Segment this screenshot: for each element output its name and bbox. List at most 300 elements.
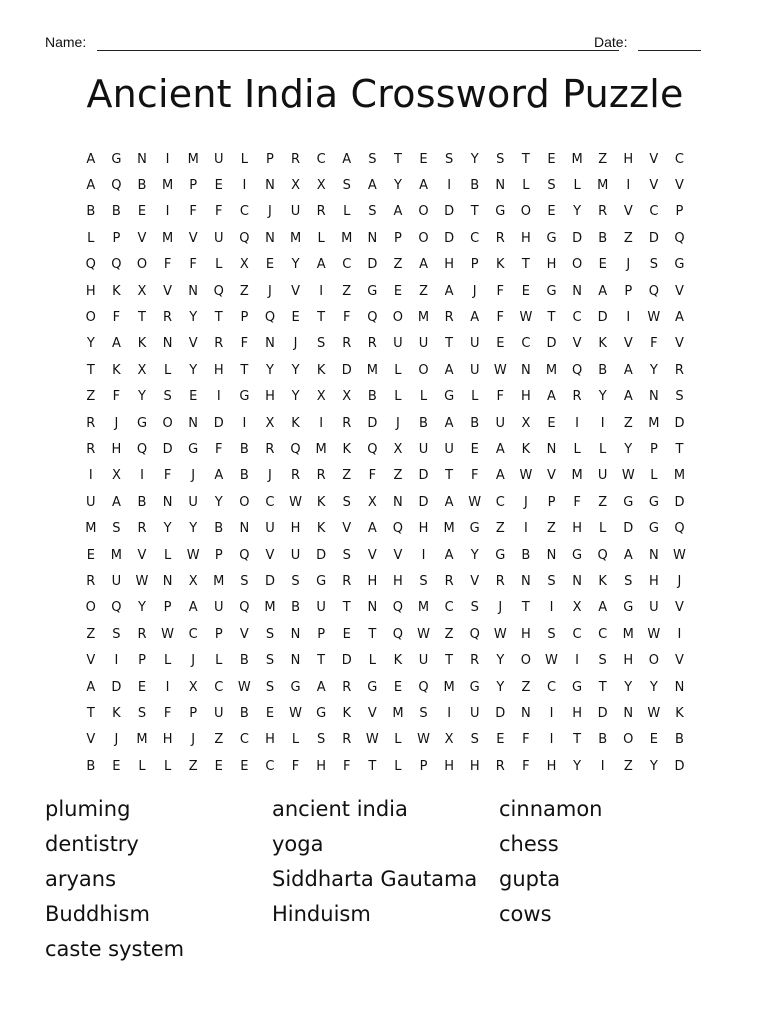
grid-letter: O <box>239 494 250 510</box>
grid-letter: J <box>268 204 272 220</box>
grid-letter: S <box>342 547 351 563</box>
grid-letter: I <box>242 415 247 431</box>
grid-letter: W <box>365 732 379 748</box>
grid-row <box>78 542 693 568</box>
grid-letter: R <box>316 204 326 220</box>
grid-letter: H <box>265 732 275 748</box>
grid-letter: S <box>112 521 121 537</box>
grid-letter: M <box>110 547 122 563</box>
grid-letter: M <box>264 600 276 616</box>
grid-letter: Z <box>623 230 633 246</box>
grid-letter: S <box>470 600 479 616</box>
grid-letter: Q <box>367 310 378 326</box>
grid-letter: D <box>418 468 429 484</box>
grid-letter: E <box>496 732 505 748</box>
grid-letter: X <box>265 415 275 431</box>
grid-letter: P <box>112 230 121 246</box>
grid-letter: O <box>136 257 148 273</box>
grid-letter: V <box>623 204 633 220</box>
grid-letter: I <box>677 626 682 642</box>
grid-letter: J <box>677 573 682 589</box>
grid-letter: D <box>111 679 122 695</box>
grid-letter: W <box>545 653 558 669</box>
grid-letter: R <box>137 626 147 642</box>
grid-letter: W <box>237 679 251 695</box>
grid-letter: N <box>265 230 275 246</box>
grid-letter: Q <box>418 679 429 695</box>
grid-letter: S <box>419 573 428 589</box>
grid-letter: U <box>290 547 301 563</box>
grid-letter: P <box>649 441 658 457</box>
grid-letter: R <box>291 151 301 167</box>
grid-letter: B <box>214 521 224 537</box>
grid-letter: R <box>444 310 454 326</box>
grid-row <box>78 674 693 700</box>
grid-letter: C <box>188 626 198 642</box>
grid-letter: S <box>649 257 658 273</box>
grid-letter: E <box>470 441 479 457</box>
grid-letter: U <box>418 336 429 352</box>
grid-letter: B <box>367 389 377 405</box>
grid-letter: T <box>521 600 530 616</box>
grid-letter: S <box>368 151 377 167</box>
grid-letter: V <box>470 573 480 589</box>
grid-letter: A <box>623 389 633 405</box>
grid-letter: B <box>137 494 147 510</box>
grid-letter: C <box>342 257 352 273</box>
grid-letter: V <box>188 336 198 352</box>
grid-letter: U <box>214 230 224 246</box>
grid-letter: F <box>522 732 530 748</box>
grid-letter: U <box>495 415 506 431</box>
grid-letter: G <box>469 679 480 695</box>
grid-letter: M <box>545 362 558 378</box>
grid-letter: G <box>367 283 378 299</box>
grid-letter: Q <box>392 626 404 642</box>
grid-letter: T <box>393 151 402 167</box>
grid-letter: W <box>493 626 507 642</box>
grid-letter: I <box>242 178 247 194</box>
grid-letter: A <box>598 600 608 616</box>
grid-letter: J <box>396 415 400 431</box>
grid-letter: L <box>522 178 530 194</box>
grid-letter: B <box>598 362 608 378</box>
grid-letter: H <box>546 257 557 273</box>
grid-letter: P <box>240 310 249 326</box>
grid-letter: F <box>291 758 300 774</box>
grid-letter: U <box>290 204 301 220</box>
grid-letter: P <box>163 600 172 616</box>
grid-letter: P <box>317 626 326 642</box>
grid-letter: E <box>86 547 95 563</box>
grid-letter: B <box>137 178 147 194</box>
grid-letter: L <box>573 178 581 194</box>
grid-letter: D <box>674 494 685 510</box>
grid-letter: G <box>648 494 659 510</box>
grid-letter: Y <box>163 521 172 537</box>
grid-letter: S <box>547 626 556 642</box>
grid-letter: R <box>342 679 352 695</box>
grid-letter: S <box>137 705 147 721</box>
grid-letter: L <box>291 732 300 748</box>
grid-letter: V <box>291 283 300 299</box>
grid-letter: Q <box>290 441 301 457</box>
grid-letter: T <box>368 758 377 774</box>
grid-letter: O <box>648 653 659 669</box>
grid-letter: Y <box>573 204 582 220</box>
word-list-item: Siddharta Gautama <box>272 867 478 891</box>
grid-letter: N <box>674 679 685 695</box>
grid-letter: B <box>291 600 300 616</box>
grid-letter: W <box>186 547 200 563</box>
grid-letter: N <box>367 230 378 246</box>
grid-letter: U <box>597 468 608 484</box>
grid-letter: M <box>161 230 174 246</box>
grid-letter: M <box>443 679 455 695</box>
grid-letter: R <box>163 310 173 326</box>
grid-letter: L <box>163 547 172 563</box>
grid-letter: Q <box>239 230 250 246</box>
grid-letter: Z <box>623 758 633 774</box>
grid-letter: L <box>599 441 607 457</box>
grid-letter: U <box>214 600 224 616</box>
grid-letter: M <box>571 468 583 484</box>
grid-letter: Y <box>649 758 658 774</box>
grid-letter: S <box>419 705 428 721</box>
name-field[interactable] <box>97 50 619 51</box>
grid-letter: W <box>289 705 302 721</box>
grid-letter: F <box>240 336 249 352</box>
grid-letter: V <box>367 705 377 721</box>
grid-letter: F <box>189 257 197 273</box>
grid-letter: S <box>675 389 684 405</box>
grid-letter: S <box>342 494 351 510</box>
grid-letter: H <box>444 257 454 273</box>
grid-letter: M <box>673 468 686 484</box>
grid-letter: D <box>444 230 455 246</box>
grid-row <box>78 357 693 383</box>
grid-letter: J <box>293 336 298 352</box>
grid-letter: L <box>138 758 146 774</box>
grid-letter: A <box>111 494 121 510</box>
grid-letter: C <box>214 679 224 695</box>
grid-letter: H <box>213 362 224 378</box>
grid-letter: U <box>214 151 224 167</box>
grid-letter: Z <box>495 521 505 537</box>
grid-letter: L <box>394 758 402 774</box>
grid-letter: R <box>86 573 96 589</box>
grid-letter: U <box>469 336 480 352</box>
grid-letter: V <box>265 547 275 563</box>
grid-letter: W <box>135 573 149 589</box>
grid-letter: U <box>111 573 122 589</box>
grid-letter: A <box>188 600 198 616</box>
grid-letter: V <box>163 283 173 299</box>
grid-letter: A <box>86 679 96 695</box>
grid-letter: A <box>419 257 428 273</box>
grid-letter: W <box>621 468 635 484</box>
grid-letter: A <box>623 362 633 378</box>
grid-letter: A <box>547 389 556 405</box>
grid-letter: V <box>649 151 659 167</box>
grid-letter: E <box>291 310 300 326</box>
grid-letter: L <box>215 653 223 669</box>
grid-letter: X <box>188 679 198 695</box>
grid-letter: I <box>575 653 579 669</box>
grid-letter: D <box>674 415 685 431</box>
word-list-column-3 <box>499 792 602 932</box>
grid-letter: V <box>547 468 556 484</box>
grid-letter: H <box>418 521 429 537</box>
grid-letter: C <box>546 679 557 695</box>
grid-letter: A <box>367 178 377 194</box>
grid-letter: P <box>189 178 198 194</box>
grid-letter: X <box>137 283 147 299</box>
grid-letter: X <box>367 494 377 510</box>
grid-letter: Y <box>265 362 274 378</box>
grid-letter: N <box>521 362 531 378</box>
grid-letter: G <box>316 573 327 589</box>
grid-letter: P <box>394 230 402 246</box>
word-list-item: ancient india <box>272 797 408 821</box>
grid-letter: S <box>342 178 351 194</box>
grid-letter: E <box>547 415 556 431</box>
grid-letter: G <box>495 547 506 563</box>
grid-letter: O <box>418 230 429 246</box>
grid-letter: U <box>418 441 429 457</box>
grid-letter: Q <box>111 257 122 273</box>
grid-letter: S <box>163 389 172 405</box>
grid-letter: I <box>575 415 579 431</box>
grid-letter: A <box>316 679 326 695</box>
grid-letter: L <box>599 521 607 537</box>
grid-letter: A <box>444 283 454 299</box>
grid-letter: Y <box>496 653 505 669</box>
grid-letter: D <box>572 230 583 246</box>
grid-row <box>78 199 693 225</box>
grid-letter: K <box>342 705 351 721</box>
grid-letter: U <box>214 705 224 721</box>
grid-letter: F <box>342 310 351 326</box>
grid-letter: X <box>444 732 454 748</box>
grid-letter: S <box>470 732 479 748</box>
grid-letter: Z <box>393 257 403 273</box>
word-list-column-1 <box>45 792 184 967</box>
word-list-item: aryans <box>45 867 117 891</box>
grid-letter: H <box>469 758 480 774</box>
grid-letter: D <box>341 653 352 669</box>
grid-letter: G <box>623 494 634 510</box>
grid-letter: N <box>572 283 582 299</box>
grid-letter: Y <box>138 389 146 405</box>
grid-letter: V <box>623 336 633 352</box>
grid-letter: A <box>444 415 454 431</box>
grid-letter: S <box>112 626 121 642</box>
grid-row <box>78 489 693 515</box>
grid-letter: N <box>290 653 301 669</box>
grid-letter: F <box>368 468 377 484</box>
grid-letter: D <box>341 362 352 378</box>
grid-letter: U <box>265 521 275 537</box>
grid-letter: N <box>290 626 301 642</box>
grid-letter: V <box>367 547 377 563</box>
grid-letter: N <box>162 494 173 510</box>
word-list-item: gupta <box>499 867 561 891</box>
grid-letter: X <box>521 415 531 431</box>
grid-letter: H <box>623 151 634 167</box>
grid-row <box>78 753 693 779</box>
grid-letter: G <box>136 415 148 431</box>
grid-letter: J <box>472 283 477 299</box>
grid-letter: V <box>675 600 684 616</box>
grid-letter: C <box>495 494 505 510</box>
grid-letter: S <box>317 732 326 748</box>
grid-letter: O <box>392 310 404 326</box>
grid-letter: G <box>572 679 583 695</box>
grid-letter: F <box>163 705 172 721</box>
grid-letter: R <box>495 230 505 246</box>
grid-letter: Z <box>419 283 428 299</box>
grid-letter: W <box>417 626 430 642</box>
grid-letter: Y <box>393 178 402 194</box>
grid-letter: F <box>496 283 505 299</box>
grid-letter: L <box>87 230 95 246</box>
grid-letter: U <box>393 336 403 352</box>
grid-letter: X <box>342 389 352 405</box>
grid-letter: A <box>675 310 684 326</box>
grid-letter: A <box>444 494 454 510</box>
grid-letter: I <box>447 705 452 721</box>
grid-letter: G <box>239 389 250 405</box>
grid-letter: A <box>111 336 121 352</box>
grid-letter: Z <box>623 415 633 431</box>
grid-letter: Q <box>239 600 250 616</box>
grid-letter: T <box>445 468 454 484</box>
grid-letter: E <box>393 283 403 299</box>
grid-letter: S <box>547 573 556 589</box>
grid-letter: D <box>418 494 429 510</box>
grid-row <box>78 515 693 541</box>
grid-letter: A <box>444 362 454 378</box>
grid-letter: Z <box>188 758 198 774</box>
grid-letter: O <box>85 310 96 326</box>
date-field[interactable] <box>638 50 701 51</box>
grid-letter: Q <box>367 441 378 457</box>
grid-letter: T <box>317 653 326 669</box>
grid-letter: M <box>597 178 609 194</box>
grid-letter: F <box>112 310 121 326</box>
grid-letter: J <box>268 283 272 299</box>
grid-letter: O <box>520 204 531 220</box>
grid-letter: O <box>418 362 429 378</box>
grid-letter: F <box>163 468 172 484</box>
grid-letter: H <box>572 705 582 721</box>
grid-letter: E <box>393 679 403 695</box>
grid-letter: J <box>626 257 631 273</box>
grid-row <box>78 172 693 198</box>
grid-letter: A <box>419 178 428 194</box>
grid-letter: P <box>470 257 479 273</box>
grid-letter: M <box>648 415 660 431</box>
grid-letter: D <box>367 415 378 431</box>
grid-letter: Y <box>138 600 146 616</box>
grid-row <box>78 621 693 647</box>
word-list-item: pluming <box>45 797 131 821</box>
grid-letter: Z <box>444 626 454 642</box>
grid-letter: X <box>239 257 249 273</box>
grid-letter: I <box>549 600 554 616</box>
grid-letter: Y <box>624 441 633 457</box>
grid-letter: S <box>291 573 300 589</box>
grid-row <box>78 463 693 489</box>
grid-letter: C <box>598 626 608 642</box>
grid-letter: T <box>598 679 607 695</box>
grid-letter: C <box>316 151 326 167</box>
grid-letter: A <box>470 310 480 326</box>
grid-letter: V <box>572 336 582 352</box>
grid-letter: Z <box>239 283 249 299</box>
grid-letter: A <box>214 468 224 484</box>
grid-letter: E <box>240 758 249 774</box>
grid-letter: M <box>443 521 455 537</box>
grid-letter: A <box>495 468 505 484</box>
grid-letter: T <box>675 441 684 457</box>
grid-letter: G <box>546 283 557 299</box>
grid-letter: Y <box>291 389 300 405</box>
grid-letter: J <box>114 732 119 748</box>
grid-letter: Y <box>291 362 300 378</box>
grid-letter: Y <box>189 362 198 378</box>
grid-letter: H <box>623 653 634 669</box>
grid-letter: G <box>444 389 455 405</box>
grid-letter: R <box>495 758 505 774</box>
grid-letter: A <box>86 178 96 194</box>
grid-letter: B <box>239 441 249 457</box>
grid-letter: C <box>572 310 582 326</box>
grid-letter: K <box>598 573 607 589</box>
grid-letter: U <box>86 494 96 510</box>
grid-letter: A <box>444 547 454 563</box>
grid-letter: F <box>470 468 479 484</box>
date-label: Date: <box>594 34 628 50</box>
grid-letter: R <box>342 415 352 431</box>
grid-letter: E <box>214 758 223 774</box>
word-list-item: cinnamon <box>499 797 603 821</box>
page-title: Ancient India Crossword Puzzle <box>86 72 684 116</box>
grid-letter: A <box>86 151 96 167</box>
grid-letter: Z <box>598 151 608 167</box>
grid-letter: D <box>546 336 557 352</box>
grid-letter: M <box>341 230 353 246</box>
grid-letter: G <box>648 521 659 537</box>
grid-letter: W <box>161 626 174 642</box>
grid-letter: M <box>161 178 174 194</box>
grid-letter: Z <box>214 732 224 748</box>
grid-letter: V <box>137 547 147 563</box>
grid-letter: E <box>265 257 275 273</box>
grid-row <box>78 146 693 172</box>
grid-letter: V <box>86 653 96 669</box>
grid-letter: H <box>393 573 403 589</box>
grid-letter: I <box>549 705 554 721</box>
grid-letter: Q <box>674 230 685 246</box>
grid-letter: M <box>622 626 634 642</box>
grid-letter: O <box>162 415 173 431</box>
grid-letter: V <box>188 230 198 246</box>
grid-letter: D <box>367 257 378 273</box>
grid-letter: P <box>624 283 633 299</box>
grid-letter: M <box>417 600 430 616</box>
